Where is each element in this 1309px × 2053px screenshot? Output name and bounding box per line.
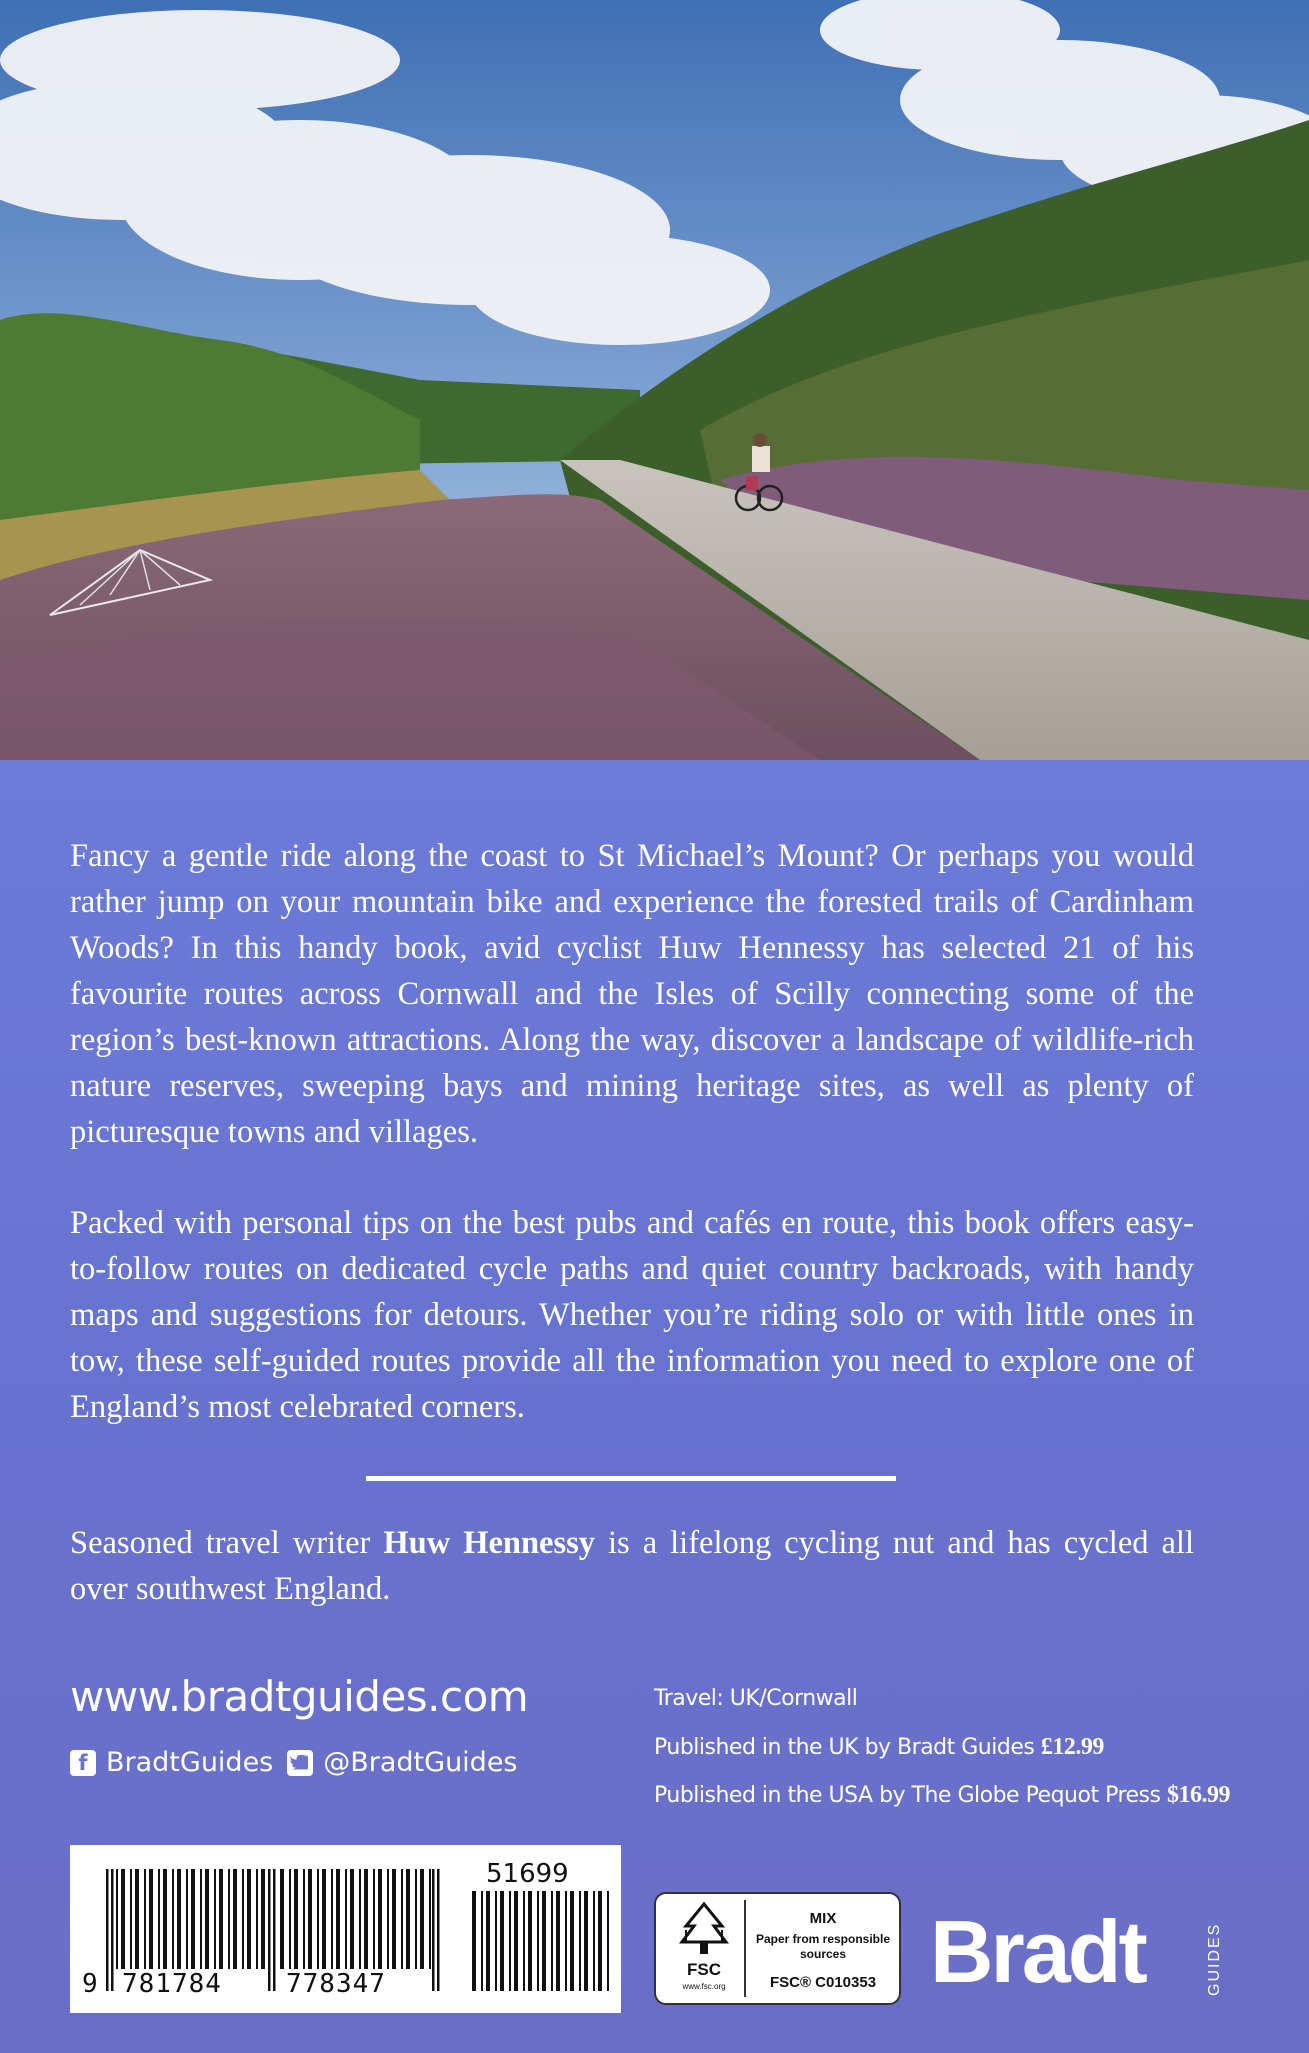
cover-photo — [0, 0, 1309, 760]
fsc-logo — [664, 1900, 746, 1997]
fsc-url: www.fsc.org — [682, 1982, 726, 1991]
divider-rule — [366, 1476, 896, 1481]
blurb-paragraph-2: Packed with personal tips on the best pubs and cafés en route, this book offers easy-to-follow routes on dedicated cycle paths and quiet country backroads, with handy maps and suggestions for detours. Whether you’re riding solo or with little ones in tow, these self-guided routes provide all the information you need to explore one of England’s most celebrated corners. — [70, 1205, 1194, 1425]
bradt-logo-guides: GUIDES — [1206, 1922, 1223, 1996]
usa-publisher — [654, 1782, 1230, 1809]
fsc-label — [654, 1892, 901, 2005]
fsc-mix: MIX — [809, 1910, 837, 1927]
barcode-first-digit: 9 — [82, 1969, 99, 1999]
website-link[interactable]: www.bradtguides.com — [70, 1672, 529, 1721]
author-bio-lead: Seasoned travel writer — [70, 1525, 384, 1561]
fsc-description: Paper from responsible sources — [755, 1932, 891, 1961]
twitter-handle[interactable]: @BradtGuides — [323, 1747, 518, 1778]
social-links — [70, 1747, 518, 1778]
facebook-icon: f — [70, 1750, 96, 1776]
barcode-addon-digits: 51699 — [486, 1859, 569, 1889]
fsc-tree-icon — [664, 1900, 744, 1958]
usa-publisher-text: Published in the USA by The Globe Pequot Press — [654, 1783, 1167, 1808]
uk-publisher-text: Published in the UK by Bradt Guides — [654, 1735, 1041, 1760]
barcode — [70, 1845, 621, 2013]
blurb-paragraph-1: Fancy a gentle ride along the coast to St Michael’s Mount? Or perhaps you would rather jump on your mountain bike and experience the forested trails of Cardinham Woods? In this handy book, avid cyclist Huw Hennessy has selected 21 of his favourite routes across Cornwall and the Isles of Scilly connecting some of the region’s best-known attractions. Along the way, discover a landscape of wildlife-rich nature reserves, sweeping bays and mining heritage sites, as well as plenty of picturesque towns and villages. — [70, 838, 1194, 1150]
fsc-code: FSC® C010353 — [769, 1974, 877, 1991]
facebook-handle[interactable]: BradtGuides — [106, 1747, 274, 1778]
category: Travel: UK/Cornwall — [654, 1686, 858, 1711]
twitter-icon — [287, 1750, 313, 1776]
author-name: Huw Hennessy — [383, 1525, 596, 1561]
fsc-logo-label: FSC — [687, 1960, 721, 1979]
author-bio-rest: is a lifelong cycling nut and has cycled all over southwest England. — [70, 1525, 1194, 1607]
barcode-left-digits: 781784 — [122, 1969, 222, 1999]
barcode-right-digits: 778347 — [286, 1969, 386, 1999]
uk-price: £12.99 — [1040, 1734, 1104, 1760]
author-bio — [70, 1520, 1194, 1612]
uk-publisher — [654, 1734, 1104, 1761]
usa-price: $16.99 — [1166, 1782, 1230, 1808]
bradt-logo: Bradt — [930, 1902, 1145, 2001]
